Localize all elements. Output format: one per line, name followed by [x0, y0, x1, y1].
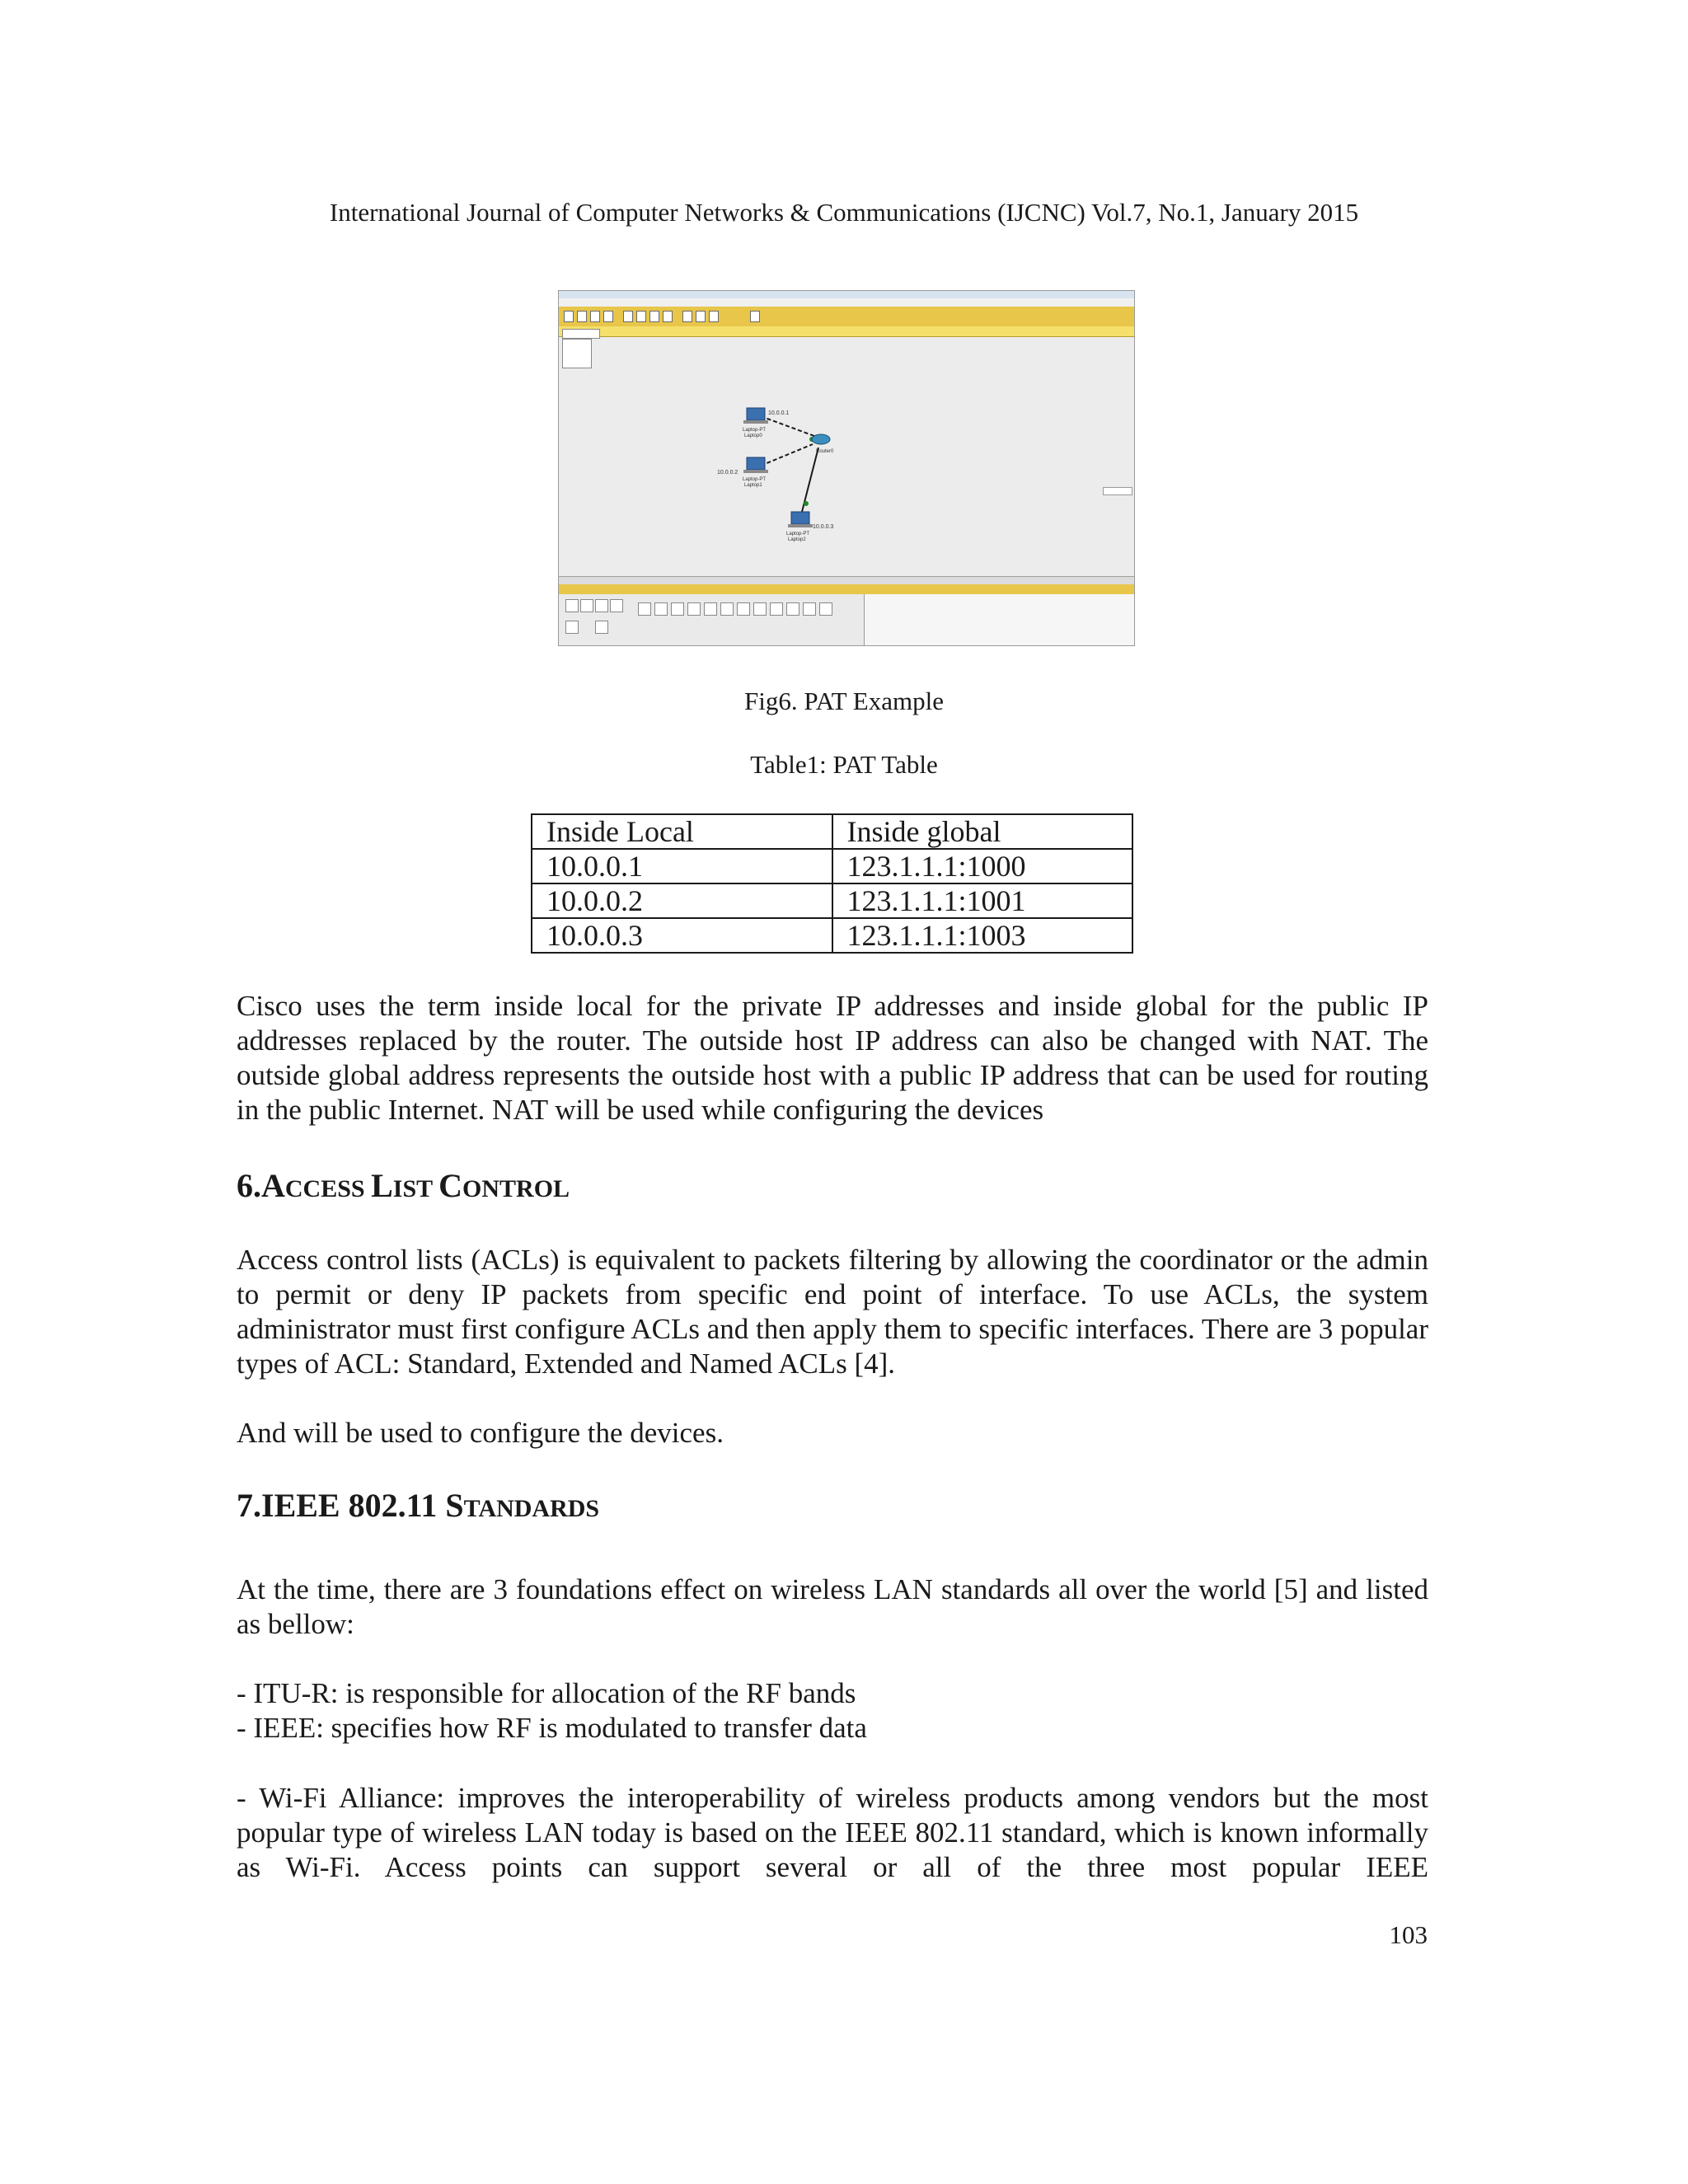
section-heading-7	[237, 1486, 599, 1525]
connection-icon	[786, 602, 799, 616]
connection-icon	[753, 602, 767, 616]
time-status-bar	[559, 584, 1134, 594]
heading-part: TANDARDS	[463, 1495, 600, 1522]
paragraph-configure: And will be used to configure the devices.	[237, 1417, 724, 1449]
heading-part: ONTROL	[462, 1175, 570, 1202]
bullet-itu-r: - ITU-R: is responsible for allocation of the RF bands	[237, 1677, 856, 1709]
heading-number: 7.IEEE 802.11	[237, 1487, 446, 1524]
figure-caption: Fig6. PAT Example	[743, 687, 944, 715]
laptop1-id-label: Laptop1	[744, 483, 762, 488]
link-status-icon	[804, 501, 809, 506]
link-laptop1-router	[761, 444, 813, 466]
table-cell: 10.0.0.2	[532, 883, 832, 918]
connection-icon	[704, 602, 717, 616]
table-cell: 10.0.0.3	[532, 918, 832, 953]
laptop1-icon	[743, 457, 768, 473]
router-category-icon	[565, 599, 579, 612]
laptop0-ip-label: 10.0.0.1	[768, 410, 790, 416]
laptop0-icon	[743, 408, 768, 424]
connection-icon	[819, 602, 832, 616]
laptop0-id-label: Laptop0	[744, 434, 762, 438]
heading-number: 6.	[237, 1167, 261, 1204]
link-laptop0-router	[761, 416, 814, 436]
hub-category-icon	[595, 599, 608, 612]
section-heading-6	[237, 1166, 570, 1205]
laptop2-ip-label: 10.0.0.3	[813, 524, 834, 530]
paragraph-wifi-alliance: - Wi-Fi Alliance: improves the interoperability of wireless products among vendors but the most popular type of wireless LAN today is based on the IEEE 802.11 standard, which is known informally as Wi-Fi. Access points can support several or all of the three most popular IEEE	[237, 1782, 1428, 1883]
connection-icon	[671, 602, 684, 616]
laptop1-name-label: Laptop-PT	[743, 477, 767, 482]
pat-table	[531, 813, 1133, 954]
switch-category-icon	[580, 599, 593, 612]
table-caption: Table1: PAT Table	[750, 750, 938, 779]
end-device-category-icon	[565, 621, 579, 634]
pat-example-figure	[558, 290, 1135, 646]
heading-part: CCESS	[284, 1175, 372, 1202]
heading-part: L	[371, 1167, 393, 1204]
laptop1-ip-label: 10.0.0.2	[717, 470, 738, 476]
heading-part: C	[438, 1167, 463, 1204]
journal-header: International Journal of Computer Networks & Communications (IJCNC) Vol.7, No.1, January 2015	[329, 198, 1359, 227]
connection-icon	[770, 602, 783, 616]
connection-icon	[654, 602, 668, 616]
connection-icon	[638, 602, 651, 616]
laptop2-id-label: Laptop2	[788, 537, 806, 542]
router-icon	[812, 434, 830, 444]
table-row	[532, 849, 1132, 883]
bullet-ieee: - IEEE: specifies how RF is modulated to transfer data	[237, 1712, 867, 1744]
laptop2-icon	[788, 512, 813, 527]
wireless-category-icon	[610, 599, 623, 612]
table-cell: 10.0.0.1	[532, 849, 832, 883]
connection-icon	[687, 602, 701, 616]
paragraph-wireless: At the time, there are 3 foundations effect on wireless LAN standards all over the world [5] and listed as bellow:	[237, 1573, 1428, 1640]
laptop2-name-label: Laptop-PT	[786, 532, 810, 537]
wan-category-icon	[595, 621, 608, 634]
heading-part: IST	[392, 1175, 439, 1202]
connection-icon	[737, 602, 750, 616]
connection-icon	[720, 602, 734, 616]
table-row	[532, 883, 1132, 918]
page-number: 103	[1389, 1920, 1428, 1949]
scenario-panel	[864, 594, 1135, 645]
table-row	[532, 918, 1132, 953]
table-header-cell: Inside Local	[532, 814, 832, 849]
laptop0-name-label: Laptop-PT	[743, 428, 767, 433]
table-cell: 123.1.1.1:1000	[832, 849, 1133, 883]
paragraph-acl: Access control lists (ACLs) is equivalent to packets filtering by allowing the coordinator or the admin to permit or deny IP packets from specific end point of interface. To use ACLs, the system administrator must first configure ACLs and then apply them to specific interfaces. There are 3 popular types of ACL: Standard, Extended and Named ACLs [4].	[237, 1244, 1428, 1380]
paragraph-nat: Cisco uses the term inside local for the private IP addresses and inside global for the public IP addresses replaced by the router. The outside host IP address can also be changed with NAT. The outside global address represents the outside host with a public IP address that can be used for routing in the public Internet. NAT will be used while configuring the devices	[237, 990, 1428, 1126]
table-cell: 123.1.1.1:1001	[832, 883, 1133, 918]
table-header-row	[532, 814, 1132, 849]
router-label: Router0	[816, 449, 834, 454]
heading-part: A	[261, 1167, 285, 1204]
connection-icon	[803, 602, 816, 616]
table-header-cell: Inside global	[832, 814, 1133, 849]
table-cell: 123.1.1.1:1003	[832, 918, 1133, 953]
heading-part: S	[445, 1487, 464, 1524]
